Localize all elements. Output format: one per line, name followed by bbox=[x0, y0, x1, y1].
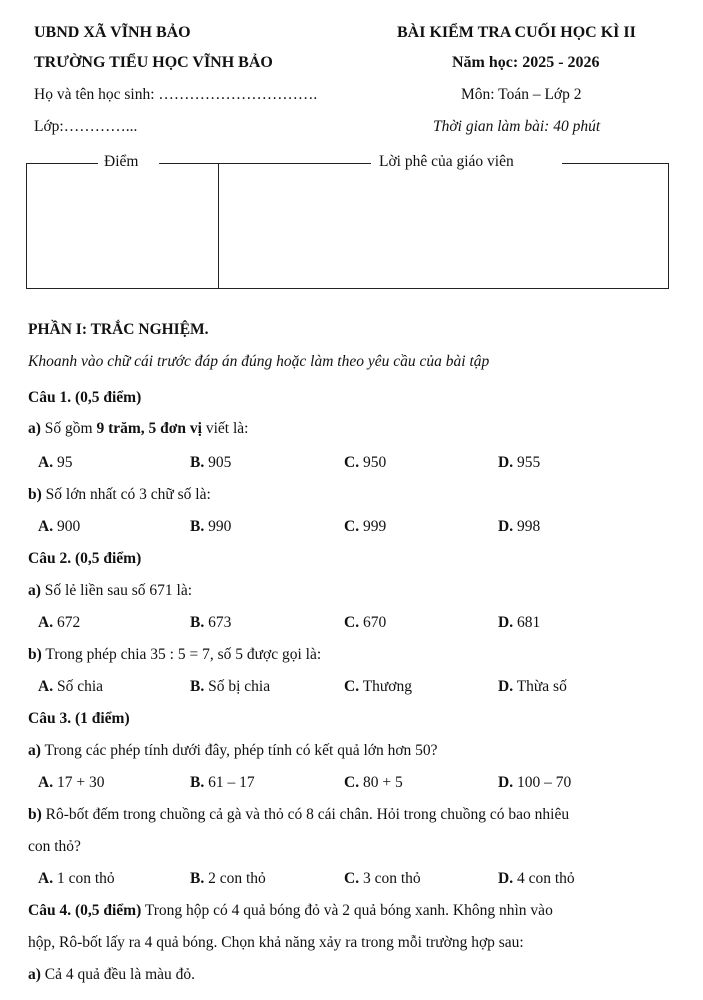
q3a-prompt bbox=[28, 742, 438, 760]
comment-label: Lời phê của giáo viên bbox=[379, 153, 514, 170]
option-text: 673 bbox=[208, 614, 232, 631]
exam-title: BÀI KIỂM TRA CUỐI HỌC KÌ II bbox=[397, 24, 636, 41]
school-authority: UBND XÃ VĨNH BẢO bbox=[34, 24, 191, 41]
box-bottom-border bbox=[26, 288, 669, 289]
q3a-text: Trong các phép tính dưới đây, phép tính có kết quả lớn hơn 50? bbox=[44, 742, 438, 759]
box-left-border bbox=[26, 163, 27, 288]
q2b-text: Trong phép chia 35 : 5 = 7, số 5 được gọi là: bbox=[45, 646, 322, 663]
q1a-option-c[interactable] bbox=[344, 454, 386, 472]
section-instruction: Khoanh vào chữ cái trước đáp án đúng hoặc làm theo yêu cầu của bài tập bbox=[28, 353, 490, 370]
option-letter: B. bbox=[190, 518, 205, 535]
q4a-prompt bbox=[28, 966, 195, 984]
q2a-option-b[interactable] bbox=[190, 614, 231, 632]
q3a-option-d[interactable] bbox=[498, 774, 571, 792]
q2b-option-a[interactable] bbox=[38, 678, 103, 696]
q2a-prompt bbox=[28, 582, 192, 600]
q1a-text2: viết là: bbox=[201, 420, 249, 437]
option-text: Thừa số bbox=[516, 678, 567, 695]
option-letter: D. bbox=[498, 614, 514, 631]
q2b-option-b[interactable] bbox=[190, 678, 270, 696]
option-text: 80 + 5 bbox=[362, 774, 403, 791]
option-letter: C. bbox=[344, 870, 360, 887]
option-letter: C. bbox=[344, 454, 360, 471]
q4-title: Câu 4. (0,5 điểm) bbox=[28, 902, 142, 919]
option-text: 61 – 17 bbox=[208, 774, 255, 791]
q1a-label: a) bbox=[28, 420, 41, 437]
option-text: 955 bbox=[516, 454, 541, 471]
option-letter: C. bbox=[344, 774, 360, 791]
q3-title: Câu 3. (1 điểm) bbox=[28, 710, 130, 727]
option-letter: A. bbox=[38, 518, 54, 535]
option-text: 998 bbox=[516, 518, 541, 535]
q3a-label: a) bbox=[28, 742, 41, 759]
box-top-border-mid bbox=[159, 163, 371, 164]
q1b-option-b[interactable] bbox=[190, 518, 231, 536]
section-title: PHẦN I: TRẮC NGHIỆM. bbox=[28, 321, 209, 338]
q4-text-1: Trong hộp có 4 quả bóng đỏ và 2 quả bóng xanh. Không nhìn vào bbox=[141, 902, 553, 919]
option-text: Số bị chia bbox=[208, 678, 271, 695]
option-text: 905 bbox=[208, 454, 232, 471]
q1a-option-b[interactable] bbox=[190, 454, 231, 472]
q3b-option-b[interactable] bbox=[190, 870, 266, 888]
student-name-line: Họ và tên học sinh: …………………………. bbox=[34, 86, 318, 103]
q3b-prompt-line2: con thỏ? bbox=[28, 838, 81, 855]
q1b-text: Số lớn nhất có 3 chữ số là: bbox=[45, 486, 211, 503]
q2-title: Câu 2. (0,5 điểm) bbox=[28, 550, 142, 567]
option-letter: B. bbox=[190, 614, 205, 631]
q1a-option-d[interactable] bbox=[498, 454, 540, 472]
option-letter: B. bbox=[190, 774, 205, 791]
option-text: 681 bbox=[516, 614, 541, 631]
option-letter: D. bbox=[498, 870, 514, 887]
q3a-option-a[interactable] bbox=[38, 774, 104, 792]
option-letter: A. bbox=[38, 870, 54, 887]
option-text: 100 – 70 bbox=[516, 774, 572, 791]
q1a-prompt bbox=[28, 420, 248, 438]
option-text: 1 con thỏ bbox=[56, 870, 115, 887]
option-letter: C. bbox=[344, 614, 360, 631]
option-text: 670 bbox=[362, 614, 387, 631]
box-top-border-left bbox=[26, 163, 98, 164]
q1-title: Câu 1. (0,5 điểm) bbox=[28, 389, 142, 406]
option-text: 990 bbox=[208, 518, 232, 535]
q3a-option-b[interactable] bbox=[190, 774, 255, 792]
option-text: Số chia bbox=[56, 678, 104, 695]
option-letter: B. bbox=[190, 678, 205, 695]
time-line: Thời gian làm bài: 40 phút bbox=[433, 118, 601, 135]
q1a-option-a[interactable] bbox=[38, 454, 72, 472]
q2a-option-d[interactable] bbox=[498, 614, 540, 632]
option-letter: D. bbox=[498, 454, 514, 471]
q1b-option-a[interactable] bbox=[38, 518, 80, 536]
school-name: TRƯỜNG TIỂU HỌC VĨNH BẢO bbox=[34, 54, 273, 71]
school-year: Năm học: 2025 - 2026 bbox=[452, 54, 600, 71]
option-letter: D. bbox=[498, 678, 514, 695]
q1a-bold: 9 trăm, 5 đơn vị bbox=[96, 420, 202, 437]
score-label: Điểm bbox=[104, 153, 139, 170]
option-letter: C. bbox=[344, 678, 360, 695]
q2b-prompt bbox=[28, 646, 321, 664]
option-text: 999 bbox=[362, 518, 387, 535]
q1b-prompt bbox=[28, 486, 211, 504]
q4a-label: a) bbox=[28, 966, 41, 983]
q2b-option-c[interactable] bbox=[344, 678, 412, 696]
option-text: 950 bbox=[362, 454, 387, 471]
subject-line: Môn: Toán – Lớp 2 bbox=[461, 86, 582, 103]
q4-prompt-line1 bbox=[28, 902, 553, 920]
option-letter: A. bbox=[38, 774, 54, 791]
option-letter: D. bbox=[498, 774, 514, 791]
q3b-option-d[interactable] bbox=[498, 870, 575, 888]
q3a-option-c[interactable] bbox=[344, 774, 403, 792]
option-text: 17 + 30 bbox=[56, 774, 105, 791]
q2b-label: b) bbox=[28, 646, 42, 663]
q2a-option-a[interactable] bbox=[38, 614, 80, 632]
q2a-option-c[interactable] bbox=[344, 614, 386, 632]
q3b-text-1: Rô-bốt đếm trong chuồng cả gà và thỏ có 8 cái chân. Hỏi trong chuồng có bao nhiêu bbox=[45, 806, 570, 823]
option-text: 672 bbox=[56, 614, 81, 631]
q4a-text: Cả 4 quả đều là màu đỏ. bbox=[44, 966, 196, 983]
option-letter: A. bbox=[38, 614, 54, 631]
option-letter: B. bbox=[190, 870, 205, 887]
option-letter: A. bbox=[38, 454, 54, 471]
q4-prompt-line2: hộp, Rô-bốt lấy ra 4 quả bóng. Chọn khả năng xảy ra trong mỗi trường hợp sau: bbox=[28, 934, 524, 951]
class-line: Lớp:…………... bbox=[34, 118, 138, 135]
q2a-label: a) bbox=[28, 582, 41, 599]
option-text: 95 bbox=[56, 454, 73, 471]
box-divider bbox=[218, 163, 219, 288]
option-letter: B. bbox=[190, 454, 205, 471]
q1a-text1: Số gồm bbox=[44, 420, 97, 437]
option-text: 900 bbox=[56, 518, 81, 535]
q3b-option-a[interactable] bbox=[38, 870, 115, 888]
option-text: 3 con thỏ bbox=[362, 870, 421, 887]
option-text: 4 con thỏ bbox=[516, 870, 575, 887]
box-right-border bbox=[668, 163, 669, 288]
q2b-option-d[interactable] bbox=[498, 678, 567, 696]
q3b-option-c[interactable] bbox=[344, 870, 421, 888]
option-letter: D. bbox=[498, 518, 514, 535]
q1b-option-c[interactable] bbox=[344, 518, 386, 536]
option-letter: C. bbox=[344, 518, 360, 535]
option-text: 2 con thỏ bbox=[208, 870, 266, 887]
q3b-label: b) bbox=[28, 806, 42, 823]
option-letter: A. bbox=[38, 678, 54, 695]
q1b-option-d[interactable] bbox=[498, 518, 540, 536]
box-top-border-right bbox=[562, 163, 669, 164]
q2a-text: Số lẻ liền sau số 671 là: bbox=[44, 582, 193, 599]
q3b-prompt-line1 bbox=[28, 806, 569, 824]
option-text: Thương bbox=[362, 678, 413, 695]
q1b-label: b) bbox=[28, 486, 42, 503]
